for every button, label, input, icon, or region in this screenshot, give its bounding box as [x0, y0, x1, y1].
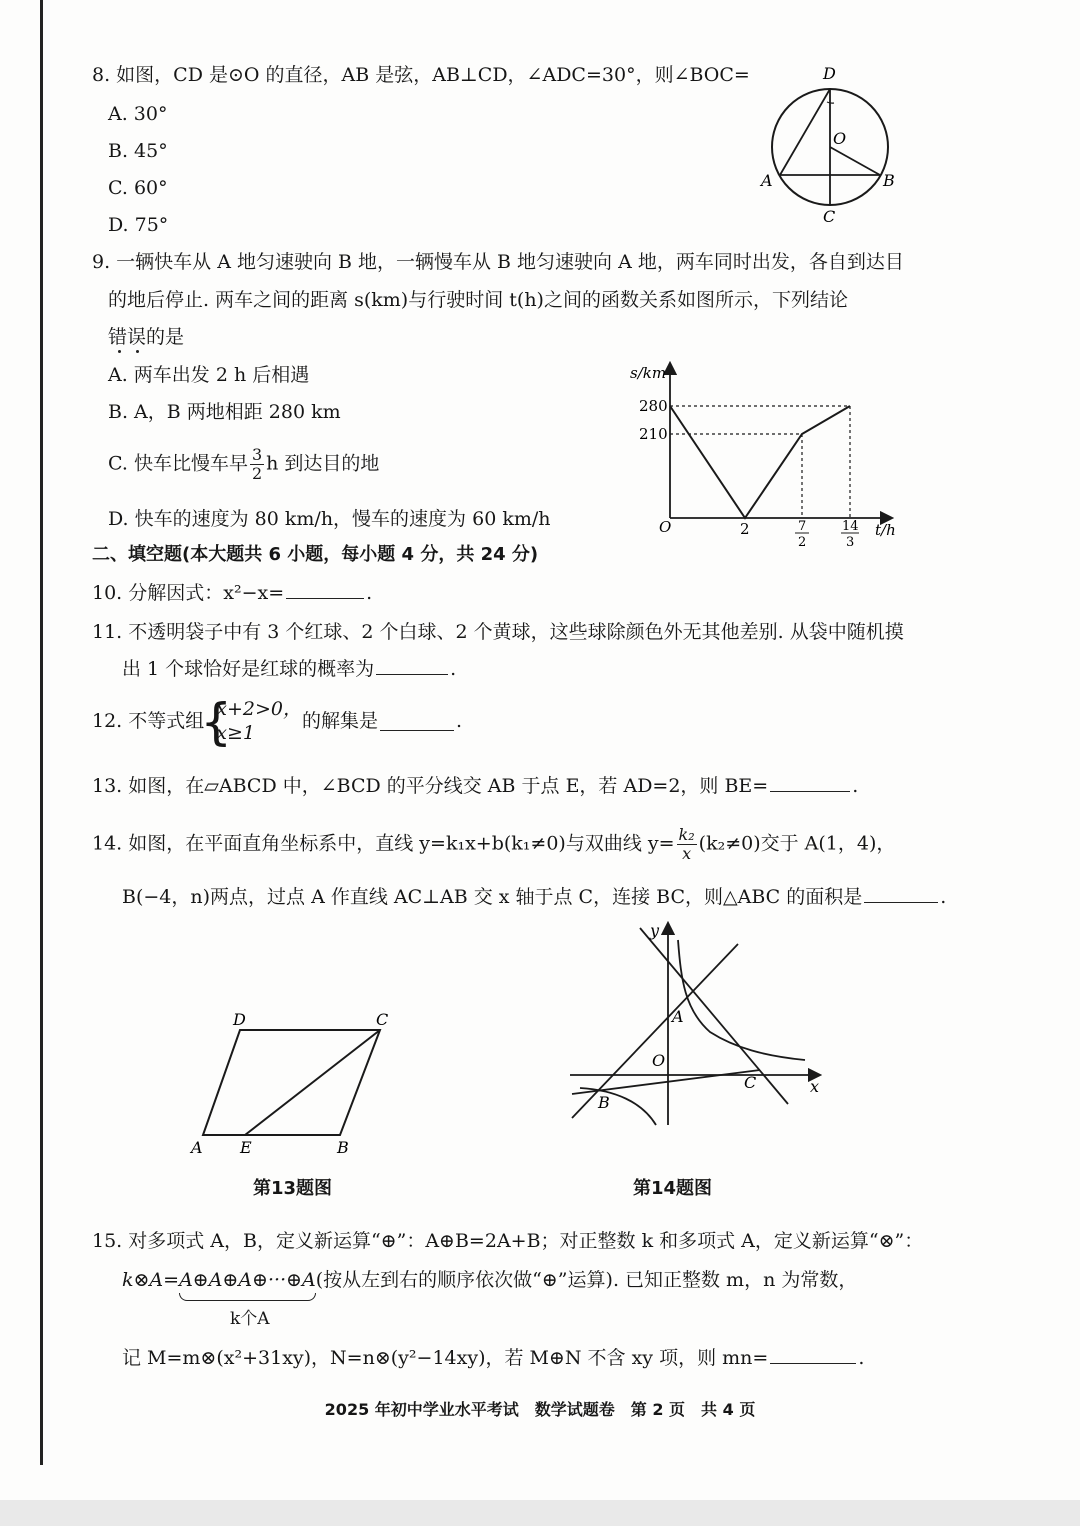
graph-origin: O — [659, 518, 672, 536]
page-margin-line — [40, 0, 43, 1465]
emphasis-dot — [136, 350, 139, 353]
q9-option-b: B. A，B 两地相距 280 km — [108, 401, 341, 423]
q11-line2: 出 1 个球恰好是红球的概率为 . — [122, 658, 457, 680]
q8-label-a: A — [761, 171, 773, 190]
fig14-label-c: C — [744, 1073, 757, 1092]
fig13-caption: 第13题图 — [253, 1178, 333, 1199]
inequality-system: { x+2>0， x≥1 — [204, 697, 302, 745]
graph-xtick-2: 2 — [740, 520, 750, 538]
q9-line1: 9. 一辆快车从 A 地匀速驶向 B 地，一辆慢车从 B 地匀速驶向 A 地，两车同时出发，各自到达目 — [92, 251, 904, 273]
q8-label-c: C — [823, 207, 836, 226]
graph-ylabel: s/km — [630, 364, 667, 382]
fraction-three-halves: $\frac{3}{2}$ — [251, 445, 263, 483]
q15-line2: k⊗A=A⊕A⊕A⊕···⊕A(按从左到右的顺序依次做“⊕”运算). 已知正整数 m，n 为常数， — [122, 1269, 858, 1291]
q11-line1: 11. 不透明袋子中有 3 个红球、2 个白球、2 个黄球，这些球除颜色外无其他差别. 从袋中随机摸 — [92, 621, 904, 643]
fig13-parallelogram — [185, 1005, 405, 1165]
fig13-label-b: B — [337, 1138, 349, 1157]
q12-line: 12. 不等式组 { x+2>0， x≥1 的解集是 . — [92, 697, 462, 745]
q9-line2: 的地后停止. 两车之间的距离 s(km)与行驶时间 t(h)之间的函数关系如图所示，下列结论 — [108, 289, 848, 311]
scan-bottom-strip — [0, 1500, 1080, 1526]
q9-option-a: A. 两车出发 2 h 后相遇 — [108, 364, 310, 386]
emphasis-dot — [118, 350, 121, 353]
graph-ytick-280: 280 — [639, 397, 668, 415]
q15-brace-label: k个A — [230, 1309, 270, 1329]
graph-xtick-7-2-num: 7 — [798, 519, 807, 534]
q8-label-o: O — [833, 129, 847, 148]
fig13-label-c: C — [376, 1010, 389, 1029]
q8-stem: 8. 如图，CD 是⊙O 的直径，AB 是弦，AB⊥CD，∠ADC=30°，则∠BOC= — [92, 64, 750, 86]
answer-blank[interactable] — [286, 580, 364, 599]
page-footer: 2025 年初中学业水平考试 数学试题卷 第 2 页 共 4 页 — [324, 1400, 756, 1419]
q8-circle-figure — [755, 62, 905, 232]
fig14-label-b: B — [598, 1093, 610, 1112]
q13-line: 13. 如图，在▱ABCD 中，∠BCD 的平分线交 AB 于点 E，若 AD=2，则 BE= . — [92, 775, 859, 797]
q8-option-d: D. 75° — [108, 214, 169, 236]
graph-xlabel: t/h — [875, 521, 896, 539]
fig14-label-y: y — [650, 921, 660, 940]
fig14-label-a: A — [672, 1007, 684, 1026]
fig14-label-o: O — [652, 1051, 666, 1070]
fraction-k2-over-x: $\frac{\text{k₂}}{x}$ — [678, 825, 695, 863]
answer-blank[interactable] — [770, 1345, 856, 1364]
section-heading: 二、填空题(本大题共 6 小题，每小题 4 分，共 24 分) — [92, 544, 539, 565]
graph-ytick-210: 210 — [639, 425, 668, 443]
fig13-label-a: A — [191, 1138, 203, 1157]
q14-line2: B(−4，n)两点，过点 A 作直线 AC⊥AB 交 x 轴于点 C，连接 BC，则△ABC 的面积是 . — [122, 886, 947, 908]
graph-xtick-7-2-den: 2 — [798, 535, 807, 550]
fig14-label-x: x — [810, 1077, 820, 1096]
answer-blank[interactable] — [380, 712, 454, 731]
q8-label-b: B — [883, 171, 895, 190]
fig13-label-d: D — [233, 1010, 246, 1029]
q9-line3: 错误的是 — [108, 326, 185, 348]
q10-line: 10. 分解因式：x²−x= . — [92, 582, 373, 604]
q8-label-d: D — [823, 64, 836, 83]
q15-line3: 记 M=m⊗(x²+31xy)，N=n⊗(y²−14xy)，若 M⊕N 不含 xy 项，则 mn= . — [122, 1347, 865, 1369]
graph-xtick-14-3-den: 3 — [846, 535, 855, 550]
q9-option-d: D. 快车的速度为 80 km/h，慢车的速度为 60 km/h — [108, 508, 551, 530]
q14-line1: 14. 如图，在平面直角坐标系中，直线 y=k₁x+b(k₁≠0)与双曲线 y= $\frac{\text{k₂}}{x}$ (k₂≠0)交于 A(1，4)， — [92, 825, 896, 863]
fig14-caption: 第14题图 — [633, 1178, 713, 1199]
k-times-underbrace: A⊕A⊕A⊕···⊕A — [179, 1269, 316, 1291]
fig14-coordinate-figure — [560, 920, 835, 1130]
fig13-label-e: E — [240, 1138, 252, 1157]
answer-blank[interactable] — [864, 884, 938, 903]
answer-blank[interactable] — [376, 656, 448, 675]
graph-xtick-14-3-num: 14 — [842, 519, 859, 534]
answer-blank[interactable] — [770, 773, 850, 792]
q8-option-b: B. 45° — [108, 140, 168, 162]
q9-option-c: C. 快车比慢车早 $\frac{3}{2}$ h 到达目的地 — [108, 445, 380, 483]
q8-option-c: C. 60° — [108, 177, 168, 199]
q9-distance-time-graph — [625, 360, 915, 555]
q15-line1: 15. 对多项式 A，B，定义新运算“⊕”：A⊕B=2A+B；对正整数 k 和多项式 A，定义新运算“⊗”： — [92, 1230, 924, 1252]
q8-option-a: A. 30° — [108, 103, 168, 125]
